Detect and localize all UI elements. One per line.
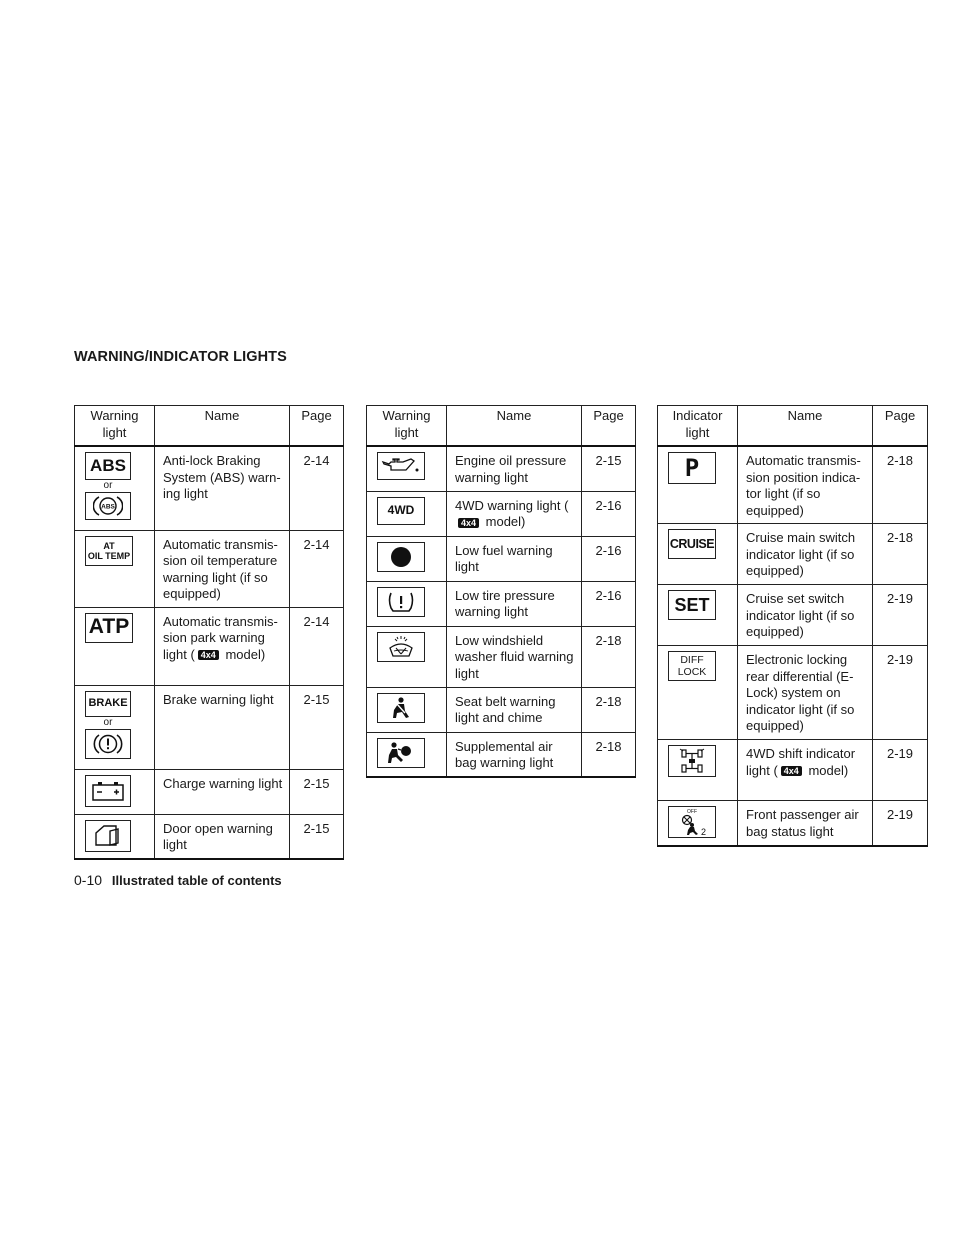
4wd-icon: 4WD [377, 497, 425, 525]
table-row [658, 801, 928, 846]
light-name: Electronic locking rear differential (E-Lock) system on indicator light (if so equipped) [738, 646, 873, 740]
page-ref: 2-14 [290, 607, 344, 685]
set-icon: SET [668, 590, 716, 620]
page-ref: 2-15 [290, 814, 344, 859]
at-oil-temp-icon: AT OIL TEMP [85, 536, 133, 566]
page-ref: 2-16 [582, 581, 636, 626]
light-name: Charge warning light [155, 769, 290, 814]
4x4-badge-icon: 4x4 [458, 518, 479, 528]
page-footer [74, 872, 282, 888]
table-row [75, 814, 344, 859]
brake-icon: BRAKE [85, 691, 131, 717]
table-row [367, 626, 636, 687]
4x4-badge-icon: 4x4 [781, 766, 802, 776]
header-page: Page [290, 406, 344, 447]
footer-label: Illustrated table of contents [111, 873, 282, 888]
washer-fluid-icon [377, 632, 425, 662]
abs-circle-icon [85, 492, 131, 520]
4x4-badge-icon: 4x4 [198, 650, 219, 660]
svg-text:OFF: OFF [687, 809, 697, 815]
diff-lock-icon: DIFF LOCK [668, 651, 716, 681]
table-row [75, 446, 344, 530]
abs-icon: ABS [85, 452, 131, 480]
page-ref: 2-18 [582, 687, 636, 732]
section-title: WARNING/INDICATOR LIGHTS [74, 349, 287, 365]
page-ref: 2-14 [290, 446, 344, 530]
page-ref: 2-18 [582, 626, 636, 687]
header-indicator-light: Indicator light [658, 406, 738, 447]
light-name: Front passenger air bag status light [738, 801, 873, 846]
tire-pressure-icon [377, 587, 425, 617]
table-row [367, 581, 636, 626]
page-ref: 2-16 [582, 491, 636, 536]
svg-text:ABS: ABS [101, 503, 115, 511]
passenger-airbag-off-icon [668, 806, 716, 838]
page-ref: 2-19 [873, 646, 928, 740]
table-row [658, 740, 928, 801]
light-name: Cruise set switch indicator light (if so equipped) [738, 585, 873, 646]
table-row [367, 687, 636, 732]
or-label: or [103, 480, 113, 491]
indicator-lights-table [657, 405, 928, 847]
table-row [658, 524, 928, 585]
light-name: Low fuel warning light [447, 536, 582, 581]
brake-circle-icon [85, 729, 131, 759]
cruise-icon: CRUISE [668, 529, 716, 559]
header-name: Name [155, 406, 290, 447]
low-fuel-icon [377, 542, 425, 572]
table-row [658, 646, 928, 740]
page-ref: 2-15 [290, 769, 344, 814]
page-ref: 2-19 [873, 585, 928, 646]
header-warning-light: Warning light [367, 406, 447, 447]
warning-lights-table-1 [74, 405, 344, 860]
light-name: Brake warning light [155, 685, 290, 769]
light-name: Anti-lock Braking System (ABS) warn-ing light [155, 446, 290, 530]
light-name: Cruise main switch indicator light (if so equipped) [738, 524, 873, 585]
light-name: Low tire pressure warning light [447, 581, 582, 626]
header-warning-light: Warning light [75, 406, 155, 447]
table-row [658, 585, 928, 646]
airbag-icon [377, 738, 425, 768]
or-label: or [103, 716, 113, 728]
battery-icon [85, 775, 131, 807]
oil-can-icon [377, 452, 425, 480]
page-ref: 2-14 [290, 530, 344, 607]
4wd-shift-icon [668, 745, 716, 777]
svg-text:2: 2 [701, 827, 707, 837]
light-name: Door open warning light [155, 814, 290, 859]
header-page: Page [582, 406, 636, 447]
light-name: 4WD shift indicator light ( 4x4 model) [738, 740, 873, 801]
light-name: Supplemental air bag warning light [447, 732, 582, 777]
table-row [367, 732, 636, 777]
table-row [75, 685, 344, 769]
page-ref: 2-16 [582, 536, 636, 581]
table-row [658, 446, 928, 524]
page-ref: 2-15 [290, 685, 344, 769]
light-name: 4WD warning light (4x4 model) [447, 491, 582, 536]
light-name: Seat belt warning light and chime [447, 687, 582, 732]
page-ref: 2-18 [873, 446, 928, 524]
table-row [367, 446, 636, 491]
page-ref: 2-18 [582, 732, 636, 777]
table-row [75, 769, 344, 814]
door-open-icon [85, 820, 131, 852]
light-name: Automatic transmis-sion park warning light ( 4x4 model) [155, 607, 290, 685]
atp-icon: ATP [85, 613, 133, 643]
table-row [75, 530, 344, 607]
page-ref: 2-18 [873, 524, 928, 585]
light-name: Automatic transmis-sion position indica-tor light (if so equipped) [738, 446, 873, 524]
light-name: Automatic transmis-sion oil temperature warning light (if so equipped) [155, 530, 290, 607]
table-row [367, 491, 636, 536]
light-name: Engine oil pressure warning light [447, 446, 582, 491]
header-name: Name [738, 406, 873, 447]
warning-lights-table-2 [366, 405, 636, 778]
page-number: 0-10 [74, 872, 103, 888]
page-ref: 2-15 [582, 446, 636, 491]
page-ref: 2-19 [873, 801, 928, 846]
table-row [367, 536, 636, 581]
header-name: Name [447, 406, 582, 447]
header-page: Page [873, 406, 928, 447]
light-name: Low windshield washer fluid warning light [447, 626, 582, 687]
park-p-icon: P [668, 452, 716, 484]
seat-belt-icon [377, 693, 425, 723]
page-ref: 2-19 [873, 740, 928, 801]
table-row [75, 607, 344, 685]
